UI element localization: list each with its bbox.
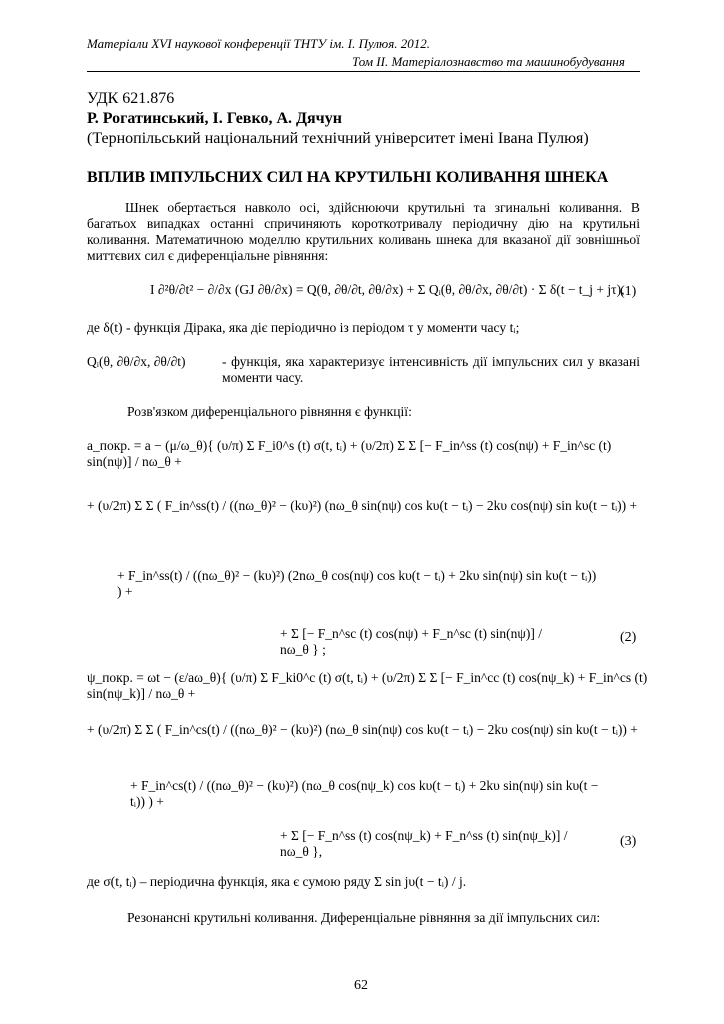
q-function-formula: Qᵢ(θ, ∂θ/∂x, ∂θ/∂t) [87,354,186,369]
header-rule [87,71,640,72]
resonance-paragraph: Резонансні крутильні коливання. Диференціальне рівняння за дії імпульсних сил: [127,910,601,925]
q-function-description: - функція, яка характеризує інтенсивність дії імпульсних сил у вказані моменти часу. [222,354,640,385]
equation-3-number: (3) [620,834,637,849]
equation-1: I ∂²θ/∂t² − ∂/∂x (GJ ∂θ/∂x) = Q(θ, ∂θ/∂t, ∂θ/∂x) + Σ Qᵢ(θ, ∂θ/∂x, ∂θ/∂t) · Σ δ(t − t_j + jτ), [150,282,625,297]
paper-title: ВПЛИВ ІМПУЛЬСНИХ СИЛ НА КРУТИЛЬНІ КОЛИВАННЯ ШНЕКА [87,169,609,186]
equation-2-number: (2) [620,630,637,645]
equation-1-number: (1) [620,284,637,299]
affiliation: (Тернопільський національний технічний університет імені Івана Пулюя) [87,130,589,147]
equation-3-line-1: ψ_покр. = ωt − (ε/aω_θ){ (υ/π) Σ F_ki0^c (t) σ(t, tᵢ) + (υ/2π) Σ Σ [− F_in^cc (t) cos(nψ_k) + F_in^cs (t) sin(nψ_k)] / nω_θ + [87,670,648,701]
equation-2-line-4: + Σ [− F_n^sc (t) cos(nψ) + F_n^sc (t) sin(nψ)] / nω_θ } ; [280,626,542,657]
equation-3-line-3: + F_in^cs(t) / ((nω_θ)² − (kυ)²) (nω_θ cos(nψ_k) cos kυ(t − tᵢ) + 2kυ sin(nψ) sin kυ(t − tᵢ)) ) + [130,778,599,809]
udk-code: УДК 621.876 [87,90,175,107]
solution-intro: Розв'язком диференціального рівняння є функції: [127,404,412,419]
equation-2-line-2: + (υ/2π) Σ Σ ( F_in^ss(t) / ((nω_θ)² − (kυ)²) (nω_θ sin(nψ) cos kυ(t − tᵢ) − 2kυ cos(nψ) sin kυ(t − tᵢ)) + [87,498,638,513]
equation-3-line-2: + (υ/2π) Σ Σ ( F_in^cs(t) / ((nω_θ)² − (kυ)²) (nω_θ sin(nψ) cos kυ(t − tᵢ) − 2kυ cos(nψ) sin kυ(t − tᵢ)) + [87,722,638,737]
sigma-definition: де σ(t, tᵢ) – періодична функція, яка є сумою ряду Σ sin jυ(t − tᵢ) / j. [87,874,467,889]
page-number: 62 [354,978,368,993]
running-header-right: Том II. Матеріалознавство та машинобудування [352,54,625,69]
equation-2-line-3: + F_in^ss(t) / ((nω_θ)² − (kυ)²) (2nω_θ cos(nψ) cos kυ(t − tᵢ) + 2kυ sin(nψ) sin kυ(t − tᵢ)) ) + [117,568,597,599]
equation-3-line-4: + Σ [− F_n^ss (t) cos(nψ_k) + F_n^ss (t) sin(nψ_k)] / nω_θ }, [280,828,568,859]
intro-paragraph: Шнек обертається навколо осі, здійснюючи крутильні та згинальні коливання. В багатьох випадках останні спричиняють короткотривалу періодичну дію на крутильні коливання. Математичною моделлю крутильних коливань шнека для вказаної дії зовнішньої миттєвих сил є диференціальне рівняння: [87,200,640,263]
dirac-definition: де δ(t) - функція Дірака, яка діє періодично із періодом τ у моменти часу tᵢ; [87,320,520,335]
equation-2-line-1: a_покр. = a − (μ/ω_θ){ (υ/π) Σ F_i0^s (t) σ(t, tᵢ) + (υ/2π) Σ Σ [− F_in^ss (t) cos(nψ) + F_in^sc (t) sin(nψ)] / nω_θ + [87,438,612,469]
running-header-left: Матеріали XVI наукової конференції ТНТУ ім. І. Пулюя. 2012. [87,36,431,51]
authors: Р. Рогатинський, І. Гевко, А. Дячун [87,110,342,127]
